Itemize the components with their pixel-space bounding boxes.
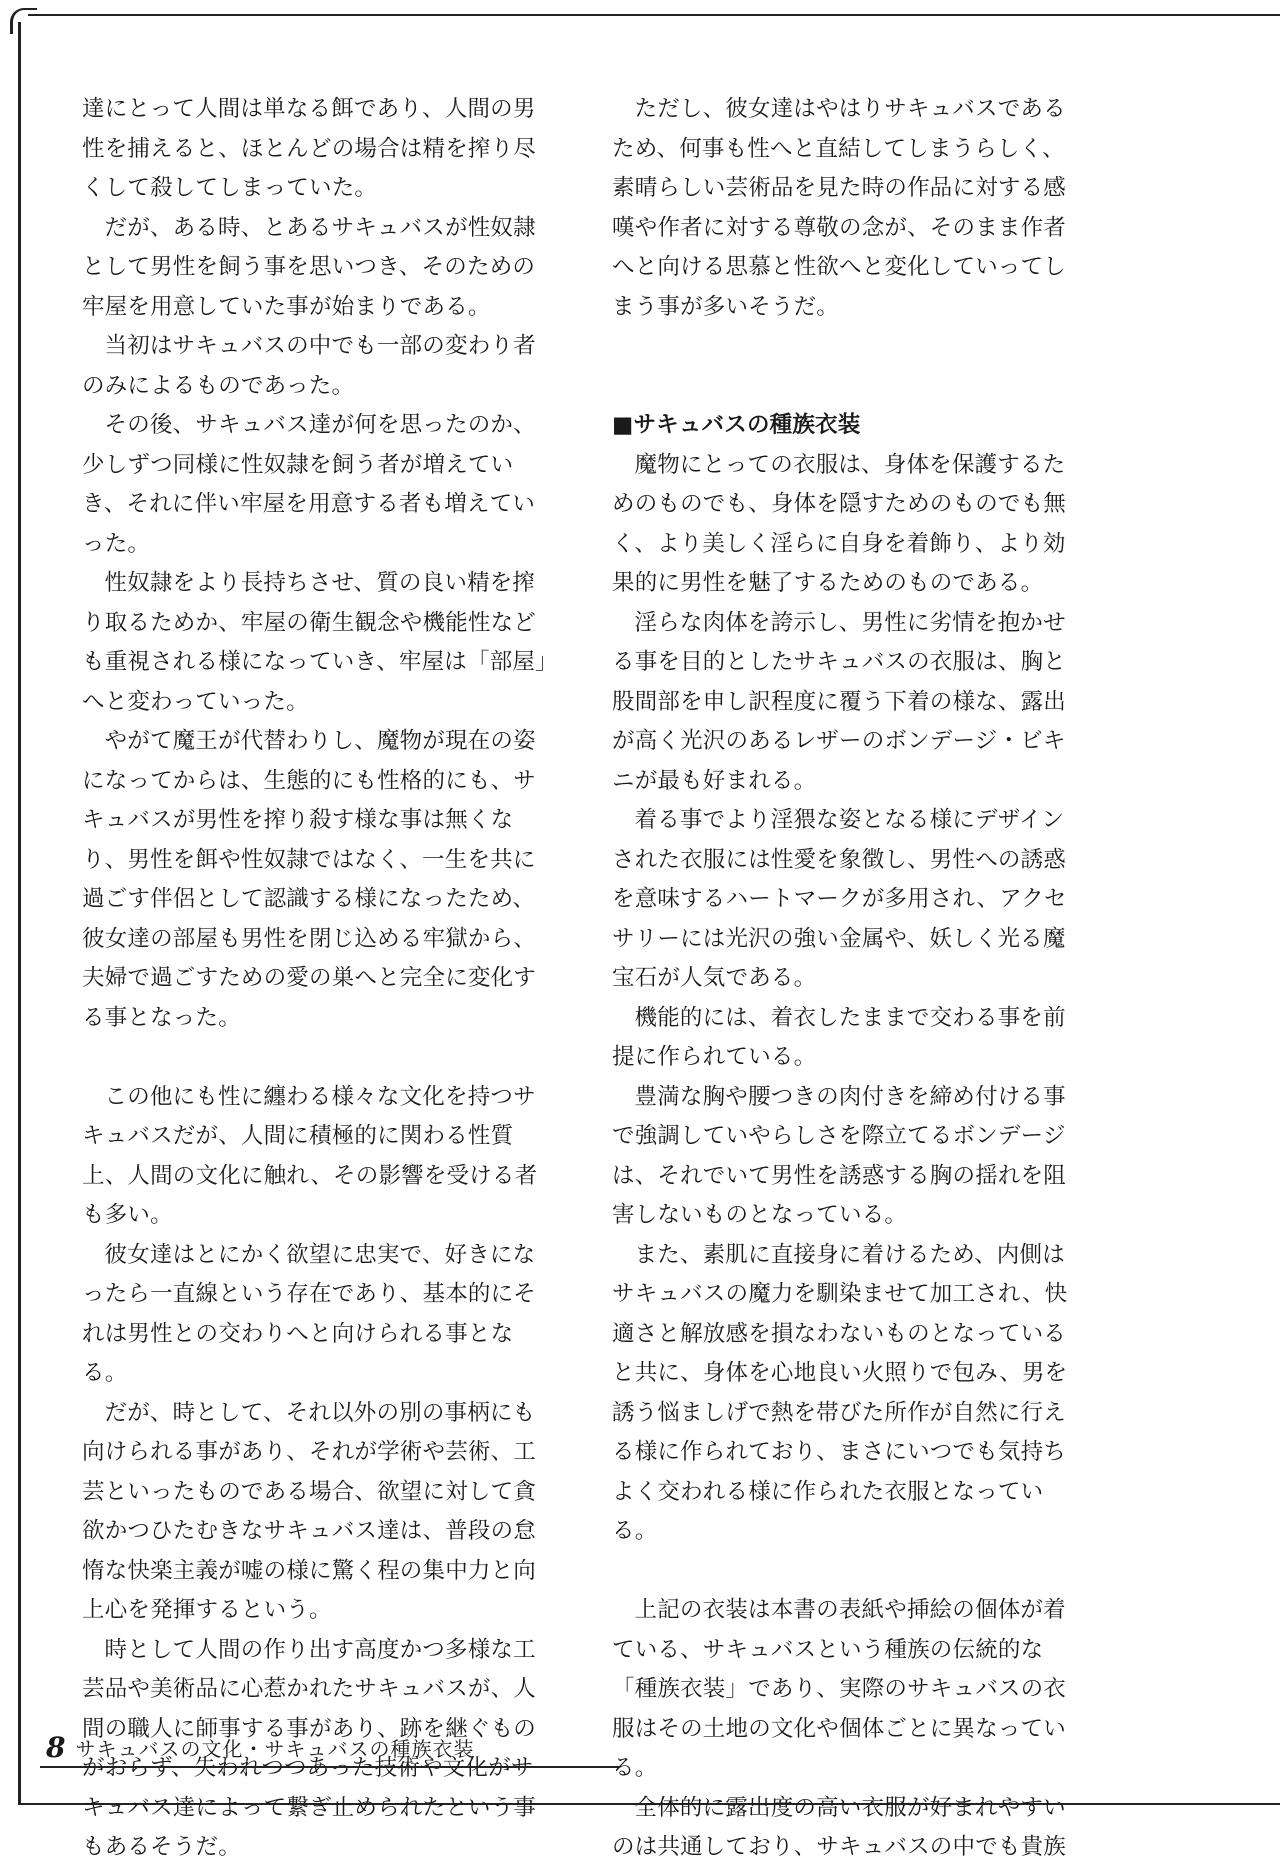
paragraph: 上記の衣装は本書の表紙や挿絵の個体が着ている、サキュバスという種族の伝統的な「種族衣装」であり、実際のサキュバスの衣服はその土地の文化や個体ごとに異なっている。 <box>612 1597 1067 1781</box>
page-frame-top <box>28 14 1280 16</box>
page-frame-corner <box>10 8 37 34</box>
paragraph: 達にとって人間は単なる餌であり、人間の男性を捕えると、ほとんどの場合は精を搾り尽くして殺してしまっていた。 <box>82 96 537 201</box>
page-frame-left <box>18 22 21 1803</box>
paragraph-gap <box>612 1552 1082 1592</box>
paragraph: 彼女達はとにかく欲望に忠実で、好きになったら一直線という存在であり、基本的にそれは男性との交わりへと向けられる事となる。 <box>82 1241 537 1386</box>
footer-rule <box>40 1766 620 1768</box>
paragraph: だが、ある時、とあるサキュバスが性奴隷として男性を飼う事を思いつき、そのための牢屋を用意していた事が始まりである。 <box>82 214 536 320</box>
page-footer <box>46 1732 474 1762</box>
paragraph: また、素肌に直接身に着けるため、内側はサキュバスの魔力を馴染ませて加工され、快適さと解放感を損なわないものとなっていると共に、身体を心地良い火照りで包み、男を誘う悩ましげで熱を帯びた所作が自然に行える様に作られており、まさにいつでも気持ちよく交われる様に作られた衣服となっている。 <box>612 1241 1068 1544</box>
running-title: サキュバスの文化・サキュバスの種族衣装 <box>75 1736 475 1761</box>
paragraph: 着る事でより淫猥な姿となる様にデザインされた衣服には性愛を象徴し、男性への誘惑を意味するハートマークが多用され、アクセサリーには光沢の強い金属や、妖しく光る魔宝石が人気である。 <box>612 807 1067 991</box>
paragraph: 時として人間の作り出す高度かつ多様な工芸品や美術品に心惹かれたサキュバスが、人間の職人に師事する事があり、跡を継ぐものがおらず、失われつつあった技術や文化がサキュバス達によって繋ぎ止められたという事もあるそうだ。 <box>82 1636 537 1860</box>
left-column <box>82 90 552 1868</box>
paragraph: 機能的には、着衣したままで交わる事を前提に作られている。 <box>612 1004 1066 1070</box>
paragraph: 淫らな肉体を誇示し、男性に劣情を抱かせる事を目的としたサキュバスの衣服は、胸と股間部を申し訳程度に覆う下着の様な、露出が高く光沢のあるレザーのボンデージ・ビキニが最も好まれる。 <box>612 609 1067 794</box>
right-column <box>612 90 1082 1868</box>
paragraph: 魔物にとっての衣服は、身体を保護するためのものでも、身体を隠すためのものでも無く、より美しく淫らに自身を着飾り、より効果的に男性を魅了するためのものである。 <box>612 451 1067 596</box>
paragraph-gap <box>82 1038 552 1078</box>
paragraph: やがて魔王が代替わりし、魔物が現在の姿になってからは、生態的にも性格的にも、サキュバスが男性を搾り殺す様な事は無くなり、男性を餌や性奴隷ではなく、一生を共に過ごす伴侶として認識する様になったため、彼女達の部屋も男性を閉じ込める牢獄から、夫婦で過ごすための愛の巣へと完全に変化する事となった。 <box>82 728 537 1031</box>
paragraph: この他にも性に纏わる様々な文化を持つサキュバスだが、人間に積極的に関わる性質上、人間の文化に触れ、その影響を受ける者も多い。 <box>82 1083 538 1228</box>
paragraph: だが、時として、それ以外の別の事柄にも向けられる事があり、それが学術や芸術、工芸といったものである場合、欲望に対して貪欲かつひたむきなサキュバス達は、普段の怠惰な快楽主義が嘘の様に驚く程の集中力と向上心を発揮するという。 <box>82 1399 537 1623</box>
page-number: 8 <box>46 1730 66 1764</box>
paragraph: 全体的に露出度の高い衣服が好まれやすいのは共通しており、サキュバスの中でも貴族 <box>612 1794 1067 1860</box>
paragraph: 当初はサキュバスの中でも一部の変わり者のみによるものであった。 <box>82 333 536 399</box>
paragraph: その後、サキュバス達が何を思ったのか、少しずつ同様に性奴隷を飼う者が増えていき、それに伴い牢屋を用意する者も増えていった。 <box>82 412 536 557</box>
paragraph: ただし、彼女達はやはりサキュバスであるため、何事も性へと直結してしまうらしく、素晴らしい芸術品を見た時の作品に対する感嘆や作者に対する尊敬の念が、そのまま作者へと向ける思慕と性欲へと変化していってしまう事が多いそうだ。 <box>612 96 1067 320</box>
section-gap <box>612 327 1082 406</box>
paragraph: 性奴隷をより長持ちさせ、質の良い精を搾り取るためか、牢屋の衛生観念や機能性なども重視される様になっていき、牢屋は「部屋」へと変わっていった。 <box>82 570 547 715</box>
paragraph: 豊満な胸や腰つきの肉付きを締め付ける事で強調していやらしさを際立てるボンデージは、それでいて男性を誘惑する胸の揺れを阻害しないものとなっている。 <box>612 1083 1067 1228</box>
section-heading: ■サキュバスの種族衣装 <box>612 412 861 438</box>
